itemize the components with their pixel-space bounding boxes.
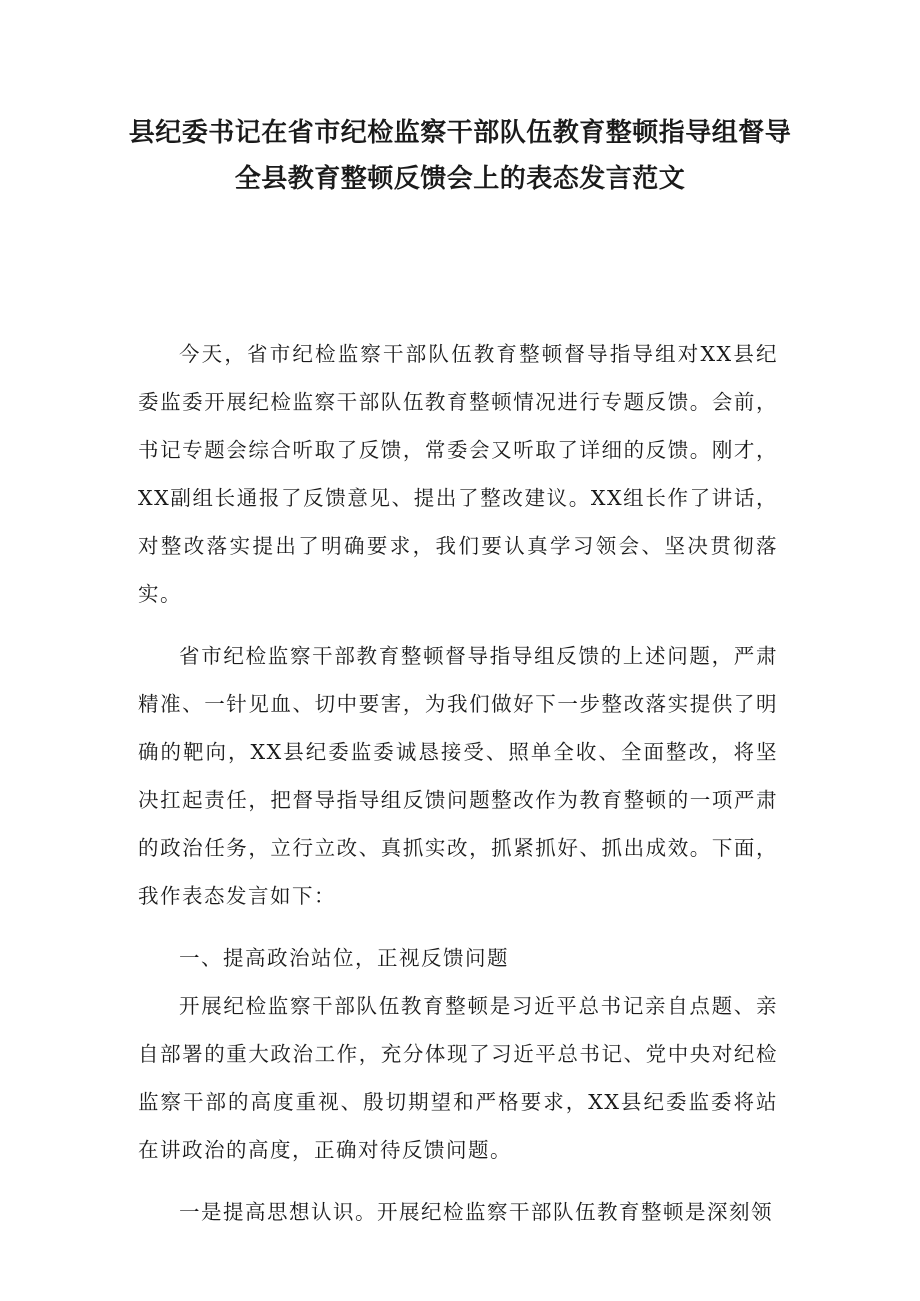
document-title <box>60 110 860 202</box>
section-heading-1: 一、提高政治站位，正视反馈问题 <box>179 946 509 970</box>
section-1-paragraph: 开展纪检监察干部队伍教育整顿是习近平总书记亲自点题、亲自部署的重大政治工作，充分体现了习近平总书记、党中央对纪检监察干部的高度重视、殷切期望和严格要求，XX县纪委监委将站在讲政治的高度，正确对待反馈问题。 <box>138 994 778 1162</box>
paragraph-response: 省市纪检监察干部教育整顿督导指导组反馈的上述问题，严肃精准、一针见血、切中要害，为我们做好下一步整改落实提供了明确的靶向，XX县纪委监委诚恳接受、照单全收、全面整改，将坚决扛起责任，把督导指导组反馈问题整改作为教育整顿的一项严肃的政治任务，立行立改、真抓实改，抓紧抓好、抓出成效。下面，我作表态发言如下： <box>138 644 778 908</box>
title-line-2: 全县教育整顿反馈会上的表态发言范文 <box>234 164 686 194</box>
paragraph-intro: 今天，省市纪检监察干部队伍教育整顿督导指导组对XX县纪委监委开展纪检监察干部队伍教育整顿情况进行专题反馈。会前，书记专题会综合听取了反馈，常委会又听取了详细的反馈。刚才，XX副组长通报了反馈意见、提出了整改建议。XX组长作了讲话，对整改落实提出了明确要求，我们要认真学习领会、坚决贯彻落实。 <box>138 342 778 606</box>
section-1-point-1: 一是提高思想认识。开展纪检监察干部队伍教育整顿是深刻领 <box>179 1200 773 1224</box>
document-body <box>138 330 778 1236</box>
title-line-1: 县纪委书记在省市纪检监察干部队伍教育整顿指导组督导 <box>128 118 792 148</box>
